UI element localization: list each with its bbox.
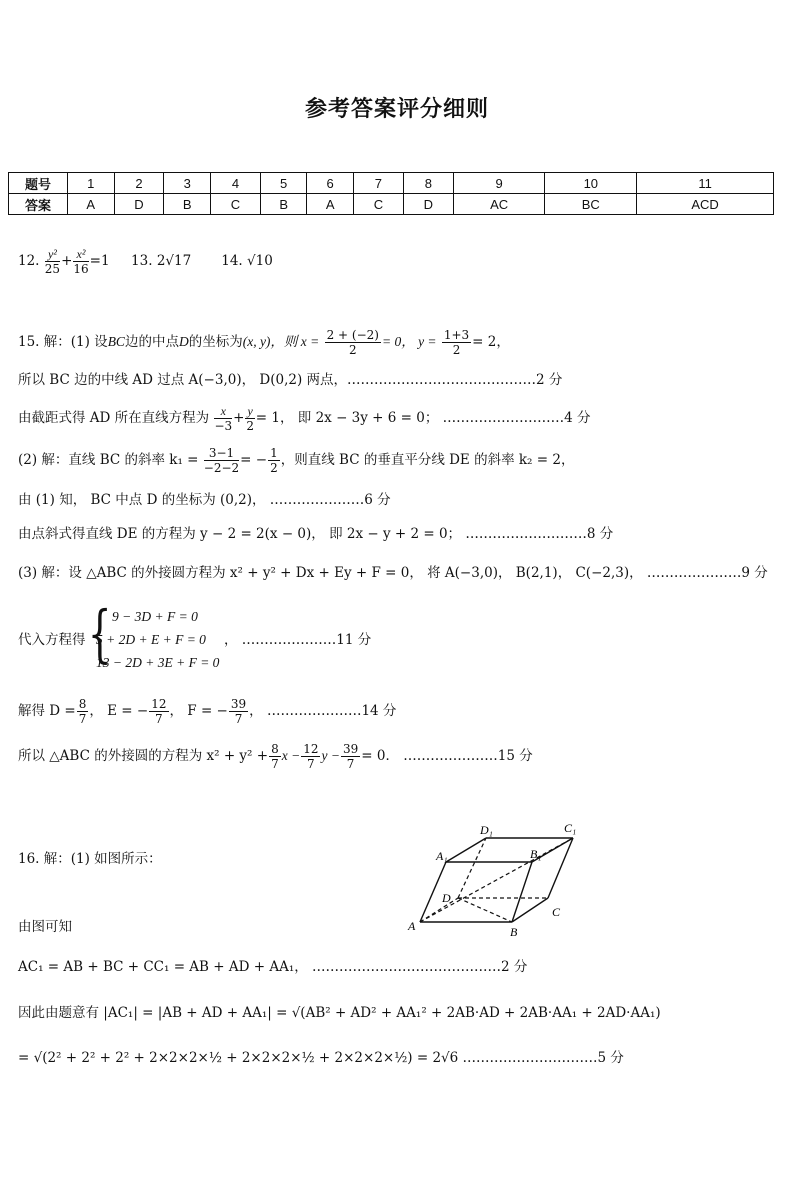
label-a: A — [408, 919, 416, 933]
table-cell: A — [68, 194, 115, 215]
q15-line-6: 由点斜式得直线 DE 的方程为 y − 2 = 2(x − 0)， 即 2x − y + 2 = 0； ………………………8 分 — [18, 526, 614, 542]
page-title: 参考答案评分细则 — [304, 97, 489, 122]
answer-table — [8, 172, 774, 215]
q15-line-4: (2) 解：直线 BC 的斜率 k₁ = $\frac{3-1}{-2-2}$ = − $\frac{1}{2}$ ，则直线 BC 的垂直平分线 DE 的斜率 k₂ = 2， — [18, 446, 575, 475]
equation: 5 + 2D + E + F = 0 — [96, 632, 206, 647]
q16-line-3: AC₁ = AB + BC + CC₁ = AB + AD + AA₁， ……………………………………2 分 — [18, 959, 528, 975]
q12-label: 12. — [18, 253, 40, 269]
fraction: $\frac{39}{7}$ — [230, 697, 247, 726]
q13-label: 13. — [131, 253, 153, 269]
table-cell: B — [260, 194, 307, 215]
table-cell: 10 — [545, 173, 637, 194]
fraction: $\frac{12}{7}$ — [151, 697, 167, 726]
q14-label: 14. — [221, 253, 243, 269]
q16-line-5: = √(2² + 2² + 2² + 2×2×2×½ + 2×2×2×½ + 2×2×2×½) = 2√6 …………………………5 分 — [18, 1050, 624, 1066]
q15-line-8-label: 代入方程得 — [18, 632, 86, 648]
row-header-question-number: 题号 — [9, 173, 68, 194]
q15-line-5: 由 (1) 知， BC 中点 D 的坐标为 (0,2)， …………………6 分 — [18, 492, 391, 508]
q15-line-1: 15. 解：(1) 设BC边的中点D的坐标为(x, y)，则 x = $\frac{2 + (-2)}{2}$ = 0， y = $\frac{1+3}{2}$ = 2， — [18, 328, 510, 357]
parallelepiped-figure — [400, 818, 600, 940]
q15-line-3: 由截距式得 AD 所在直线方程为 $\frac{x}{-3}$ + $\frac{y}{2}$ = 1， 即 2x − 3y + 6 = 0； ………………………4 分 — [18, 404, 591, 433]
table-cell: 5 — [260, 173, 307, 194]
table-row-answers — [9, 194, 774, 215]
fraction: $\frac{\text{y²}}{25}$ — [44, 247, 61, 276]
fraction: $\frac{8}{7}$ — [78, 697, 87, 726]
q15-line-9: 解得 D = $\frac{8}{7}$ ， E = − $\frac{12}{7}$ ， F = − $\frac{39}{7}$ ， …………………14 分 — [18, 697, 397, 726]
equation: 9 − 3D + F = 0 — [112, 609, 198, 624]
table-cell: 4 — [210, 173, 260, 194]
brace: { — [87, 597, 112, 670]
q16-line-4: 因此由题意有 |AC₁| = |AB + AD + AA₁| = √(AB² + AD² + AA₁² + 2AB·AD + 2AB·AA₁ + 2AD·AA₁) — [18, 1005, 661, 1021]
table-row-numbers — [9, 173, 774, 194]
q15-line-7: (3) 解：设 △ABC 的外接圆方程为 x² + y² + Dx + Ey + F = 0， 将 A(−3,0)， B(2,1)， C(−2,3)， …………………9 分 — [18, 565, 768, 581]
q16-line-1: 16. 解：(1) 如图所示： — [18, 851, 162, 867]
table-cell: 8 — [403, 173, 453, 194]
fraction: $\frac{3-1}{-2-2}$ — [203, 446, 240, 475]
fraction: $\frac{8}{7}$ — [271, 742, 279, 771]
table-cell: AC — [453, 194, 545, 215]
q15-line-2: 所以 BC 边的中线 AD 过点 A(−3,0)， D(0,2) 两点，……………………………………2 分 — [18, 372, 563, 388]
label-c: C — [552, 905, 561, 919]
table-cell: 1 — [68, 173, 115, 194]
q15-line-10: 所以 △ABC 的外接圆的方程为 x² + y² + $\frac{8}{7}$ x − $\frac{12}{7}$ y − $\frac{39}{7}$ = 0． …………………15 分 — [18, 742, 533, 771]
fraction: $\frac{12}{7}$ — [303, 742, 319, 771]
table-cell: 9 — [453, 173, 545, 194]
row-header-answer: 答案 — [9, 194, 68, 215]
table-cell: 7 — [353, 173, 403, 194]
table-cell: 11 — [637, 173, 774, 194]
table-cell: D — [114, 194, 164, 215]
label-d1: D₁ — [480, 823, 493, 837]
q14-answer: √10 — [247, 253, 273, 269]
fraction: $\frac{1}{2}$ — [270, 446, 278, 475]
fraction: $\frac{x}{-3}$ — [214, 404, 233, 433]
table-cell: 6 — [307, 173, 354, 194]
q13-answer: 2√17 — [156, 253, 192, 269]
q15-line-8-tail: ， …………………11 分 — [224, 632, 372, 648]
label-d: D — [442, 891, 451, 905]
fraction: $\frac{39}{7}$ — [342, 742, 359, 771]
fraction: $\frac{1+3}{2}$ — [443, 328, 470, 357]
label-a1: A₁ — [436, 849, 448, 863]
q16-line-2: 由图可知 — [18, 919, 72, 935]
label-b1: B₁ — [530, 847, 542, 861]
table-cell: BC — [545, 194, 637, 215]
fraction: $\frac{2 + (-2)}{2}$ — [326, 328, 379, 357]
table-cell: C — [353, 194, 403, 215]
table-cell: ACD — [637, 194, 774, 215]
table-cell: A — [307, 194, 354, 215]
table-cell: D — [403, 194, 453, 215]
label-c1: C₁ — [564, 821, 577, 835]
fraction: $\frac{\text{x²}}{16}$ — [73, 247, 89, 276]
table-cell: 2 — [114, 173, 164, 194]
table-cell: B — [164, 194, 211, 215]
table-cell: C — [210, 194, 260, 215]
fraction: $\frac{y}{2}$ — [246, 404, 254, 433]
q12-14-line: 12. $\frac{\text{y²}}{25}$ + $\frac{\text{x²}}{16}$ =1 13. 2√17 14. √10 — [18, 247, 273, 276]
label-b: B — [510, 925, 518, 939]
equation: 13 − 2D + 3E + F = 0 — [96, 655, 220, 670]
table-cell: 3 — [164, 173, 211, 194]
